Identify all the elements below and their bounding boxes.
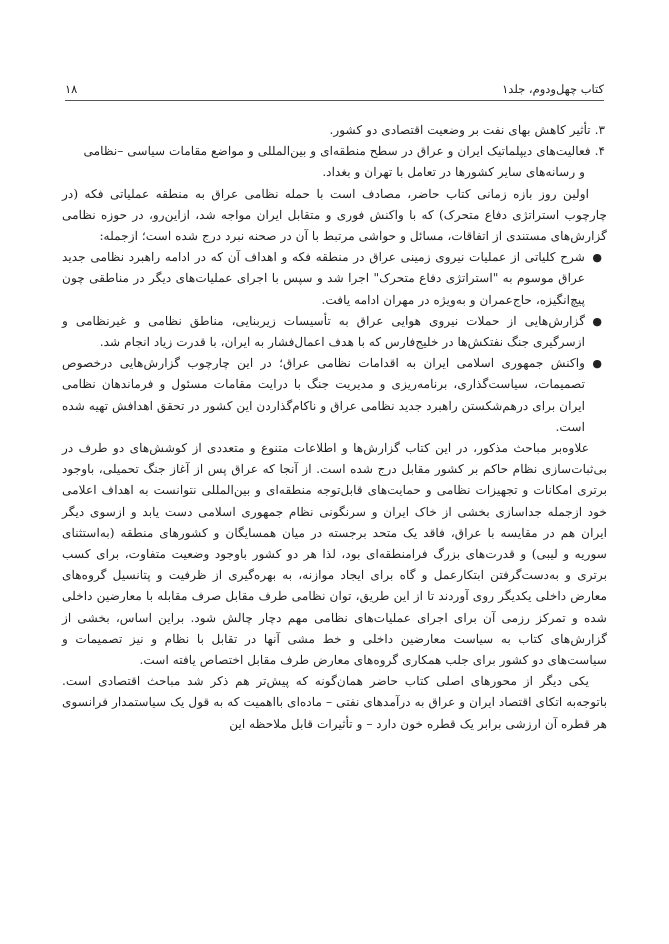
paragraph-insurgency: علاوه‌بر مباحث مذکور، در این کتاب گزارش‌ها و اطلاعات متنوع و متعددی از کوشش‌های دو طرف در بی‌ثبات‌سازی نظام حاکم بر کشور مقابل درج شده است. از آنجا که عراق پس از آغاز جنگ تحمیلی، باوجود برتری امکانات و تجهیزات نظامی و حمایت‌های قابل‌توجه منطقه‌ای و بین‌المللی نتوانست به اهداف اعلامی خود ازجمله جداسازی بخشی از خاک ایران و سرنگونی نظام جمهوری اسلامی دست یابد و ازسوی دیگر ایران هم در مقایسه با عراق، فاقد یک متحد برجسته در میان همسایگان و کشورهای منطقه (به‌استثنای سوریه و لیبی) و قدرت‌های بزرگ فرامنطقه‌ای بود، لذا هر دو کشور باوجود وضعیت متفاوت، برای کسب برتری و به‌دست‌گرفتن ابتکارعمل و گاه برای ایجاد موازنه، به بهره‌گیری از ظرفیت و پتانسیل گروه‌های معارض داخلی یکدیگر روی آوردند تا از این طریق، توان نظامی طرف مقابل صرف مقابله با معارضین داخلی شده و تمرکز رزمی آن برای اجرای عملیات‌های نظامی مهم دچار چالش شود. براین اساس، بخشی از گزارش‌های کتاب به سیاست معارضین داخلی و خط مشی آنها در تقابل با نظام و نیز تصمیمات و سیاست‌های دو کشور برای جلب همکاری گروه‌های معارض طرف مقابل اختصاص یافته است.: [62, 441, 607, 668]
running-header: [65, 80, 604, 101]
bullet-text: شرح کلیاتی از عملیات نیروی زمینی عراق در منطقه فکه و اهداف آن که در ادامه راهبرد نظامی جدید عراق موسوم به "استراتژی دفاع متحرک" اجرا شد و سپس با اجرای عملیات‌های دیگر در مناطقی چون پیچ‌انگیزه، حاج‌عمران و به‌ویژه در مهران ادامه یافت.: [62, 250, 585, 307]
page-number: ۱۸: [65, 82, 78, 96]
bullet-icon: ●: [592, 357, 602, 371]
paragraph-economy: یکی دیگر از محورهای اصلی کتاب حاضر همان‌گونه که پیش‌تر هم ذکر شد مباحث اقتصادی است. باتوجه‌به اتکای اقتصاد ایران و عراق به درآمدهای نفتی – ماده‌ای بااهمیت که به قول یک سیاستمدار فرانسوی هر قطره آن ارزشی برابر یک قطره خون دارد – و تأثیرات قابل ملاحظه این: [62, 674, 607, 731]
body-text: [62, 120, 607, 735]
paragraph-intro: اولین روز بازه زمانی کتاب حاضر، مصادف است با حمله نظامی عراق به منطقه عملیاتی فکه (در چارچوب استراتژی دفاع متحرک) که با واکنش فوری و متقابل ایران مواجه شد، ازاین‌رو، در حوزه نظامی گزارش‌های مستندی از اتفاقات، مسائل و حواشی مرتبط با آن در صحنه نبرد درج شده است؛ ازجمله:: [62, 186, 607, 244]
book-title: کتاب چهل‌ودوم، جلد۱: [502, 82, 604, 96]
list-item-3: ۳. تأثیر کاهش بهای نفت بر وضعیت اقتصادی دو کشور.: [329, 123, 605, 137]
bullet-item: [62, 353, 607, 438]
bullet-list: [62, 247, 607, 438]
bullet-icon: ●: [592, 251, 602, 265]
list-item-4-continuation: و رسانه‌های سایر کشورها در تعامل با تهران و بغداد.: [322, 165, 585, 180]
bullet-text: واکنش جمهوری اسلامی ایران به اقدامات نظامی عراق؛ در این چارچوب گزارش‌هایی درخصوص تصمیمات، سیاست‌گذاری، برنامه‌ریزی و مدیریت جنگ با درایت مقامات مسئول و فرماندهان نظامی ایران برای درهم‌شکستن راهبرد جدید نظامی عراق و ناکام‌گذاردن این کشور در تحقق اهدافش تهیه شده است.: [62, 356, 585, 434]
bullet-item: [62, 311, 607, 353]
list-item-4: ۴. فعالیت‌های دیپلماتیک ایران و عراق در سطح منطقه‌ای و بین‌المللی و مواضع مقامات سیاسی –نظامی: [83, 144, 605, 159]
bullet-icon: ●: [592, 314, 602, 328]
bullet-item: [62, 247, 607, 311]
bullet-text: گزارش‌هایی از حملات نیروی هوایی عراق به تأسیسات زیربنایی، مناطق نظامی و غیرنظامی و ازسرگیری جنگ نفتکش‌ها در خلیج‌فارس که با هدف اعمال‌فشار به ایران، با قدرت زیاد انجام شد.: [62, 313, 585, 350]
